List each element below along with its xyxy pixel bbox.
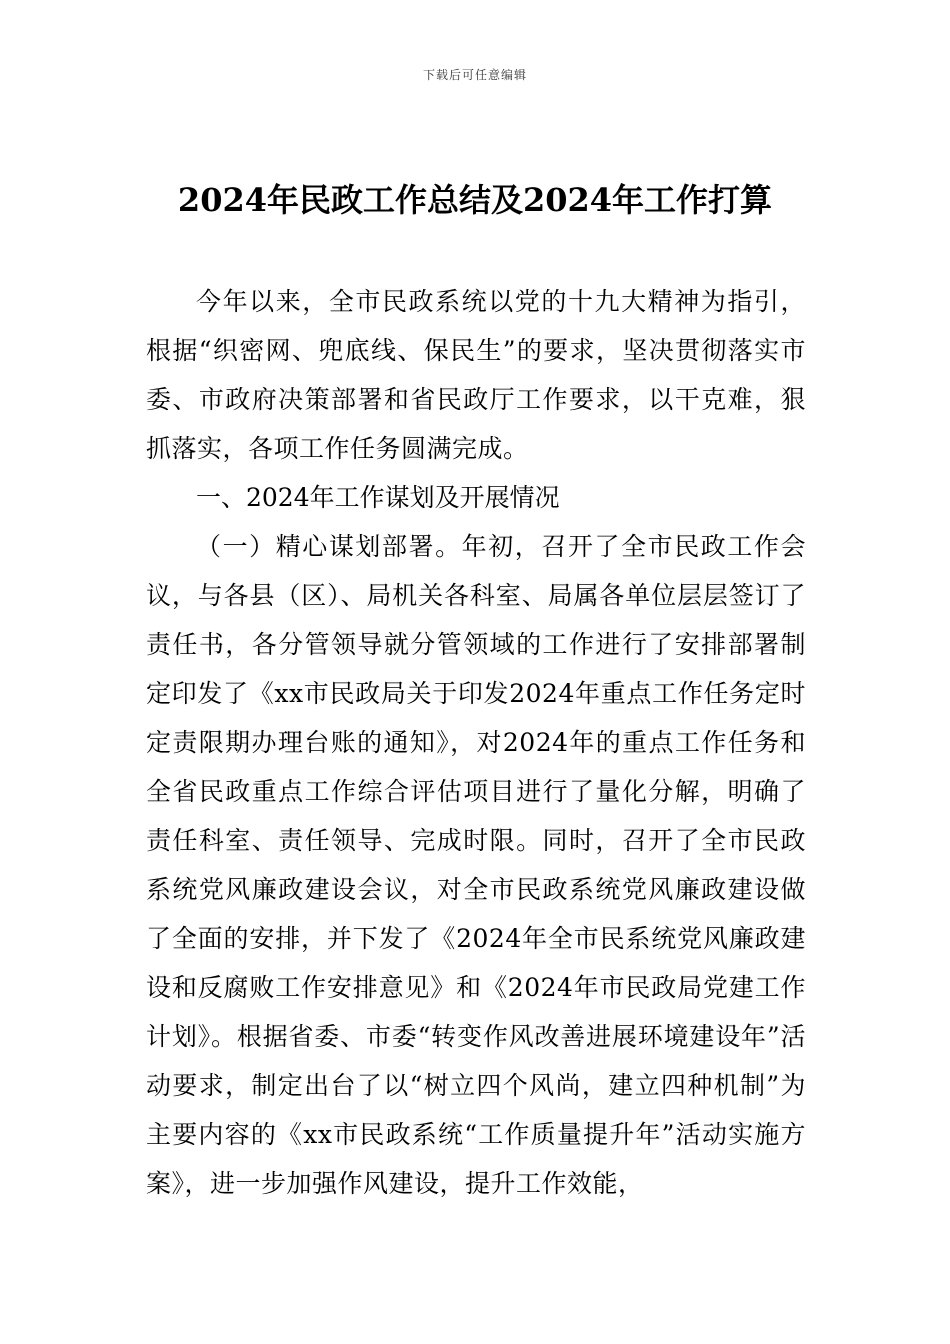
intro-paragraph: 今年以来，全市民政系统以党的十九大精神为指引，根据“织密网、兜底线、保民生”的要求，坚决贯彻落实市委、市政府决策部署和省民政厅工作要求，以干克难，狠抓落实，各项工作任务圆满完成。 <box>146 287 806 463</box>
header-note: 下载后可任意编辑 <box>422 68 527 82</box>
document-body <box>146 277 806 1208</box>
document-title: 2024年民政工作总结及2024年工作打算 <box>177 181 773 219</box>
section-heading: 一、2024年工作谋划及开展情况 <box>196 483 560 512</box>
subsection-paragraph: （一）精心谋划部署。年初，召开了全市民政工作会议，与各县（区）、局机关各科室、局属各单位层层签订了责任书，各分管领导就分管领域的工作进行了安排部署制定印发了《xx市民政局关于印发2024年重点工作任务定时定责限期办理台账的通知》，对2024年的重点工作任务和全省民政重点工作综合评估项目进行了量化分解，明确了责任科室、责任领导、完成时限。同时，召开了全市民政系统党风廉政建设会议，对全市民政系统党风廉政建设做了全面的安排，并下发了《2024年全市民系统党风廉政建设和反腐败工作安排意见》和《2024年市民政局党建工作计划》。根据省委、市委“转变作风改善进展环境建设年”活动要求，制定出台了以“树立四个风尚，建立四种机制”为主要内容的《xx市民政系统“工作质量提升年”活动实施方案》，进一步加强作风建设，提升工作效能， <box>146 532 806 1198</box>
